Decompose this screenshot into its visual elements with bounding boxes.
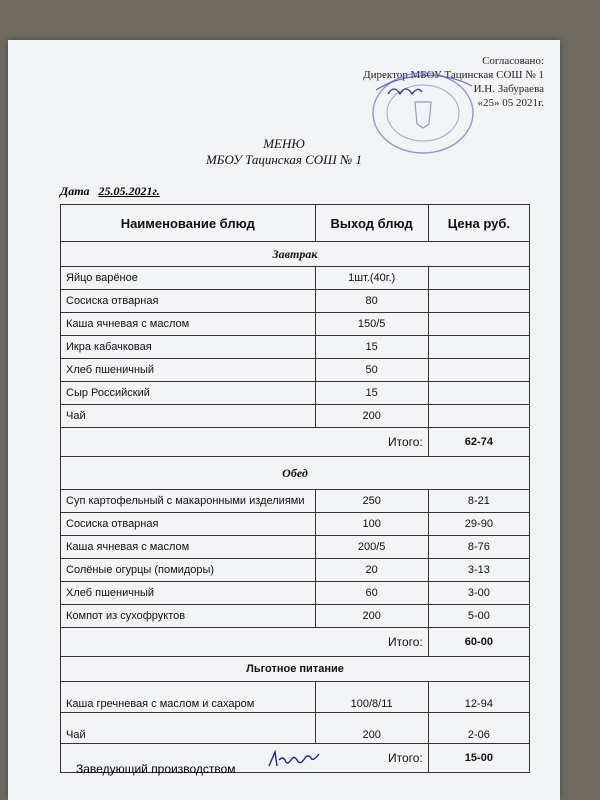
dish-name: Суп картофельный с макаронными изделиями: [61, 490, 316, 513]
dish-output: 60: [315, 582, 428, 605]
date-value: 25.05.2021г.: [98, 184, 160, 198]
table-row: [61, 582, 530, 605]
footer-label: Заведующий производством: [76, 762, 236, 776]
handwritten-signature: [265, 748, 345, 770]
signature-line: [247, 758, 357, 773]
breakfast-total-value: 62-74: [428, 428, 529, 457]
table-row: [61, 605, 530, 628]
dish-output: 200: [315, 605, 428, 628]
header-output: Выход блюд: [315, 205, 428, 242]
table-row: [61, 405, 530, 428]
dish-name: Сыр Российский: [61, 382, 316, 405]
dish-price: 8-21: [428, 490, 529, 513]
dish-output: 80: [315, 290, 428, 313]
dish-price: [428, 267, 529, 290]
dish-price: 12-94: [428, 682, 529, 713]
dish-price: 5-00: [428, 605, 529, 628]
dish-price: [428, 405, 529, 428]
dish-output: 1шт.(40г.): [315, 267, 428, 290]
table-row: [61, 290, 530, 313]
table-row: [61, 313, 530, 336]
dish-name: Икра кабачковая: [61, 336, 316, 359]
dish-name: Солёные огурцы (помидоры): [61, 559, 316, 582]
dish-name: Хлеб пшеничный: [61, 582, 316, 605]
dish-price: 3-00: [428, 582, 529, 605]
benefit-rows: [61, 682, 530, 744]
lunch-total-row: [61, 628, 530, 657]
dish-name: Чай: [61, 713, 316, 744]
approval-name: И.Н. Забураева: [473, 83, 544, 95]
dish-name: Каша ячневая с маслом: [61, 536, 316, 559]
table-row: [61, 359, 530, 382]
dish-output: 100/8/11: [315, 682, 428, 713]
lunch-total-label: Итого:: [61, 628, 429, 657]
dish-output: 15: [315, 382, 428, 405]
dish-price: [428, 382, 529, 405]
dish-price: [428, 290, 529, 313]
dish-price: [428, 336, 529, 359]
dish-name: Каша ячневая с маслом: [61, 313, 316, 336]
lunch-rows: [61, 490, 530, 628]
breakfast-total-label: Итого:: [61, 428, 429, 457]
dish-name: Чай: [61, 405, 316, 428]
dish-output: 50: [315, 359, 428, 382]
dish-output: 150/5: [315, 313, 428, 336]
dish-price: [428, 313, 529, 336]
approval-heading: Согласовано:: [482, 55, 544, 67]
dish-name: Яйцо варёное: [61, 267, 316, 290]
breakfast-rows: [61, 267, 530, 428]
dish-price: 8-76: [428, 536, 529, 559]
dish-name: Сосиска отварная: [61, 290, 316, 313]
dish-price: 2-06: [428, 713, 529, 744]
dish-output: 200/5: [315, 536, 428, 559]
dish-name: Хлеб пшеничный: [61, 359, 316, 382]
table-row: [61, 267, 530, 290]
header-price: Цена руб.: [428, 205, 529, 242]
dish-output: 100: [315, 513, 428, 536]
dish-output: 250: [315, 490, 428, 513]
section-benefit: Льготное питание: [61, 657, 530, 682]
menu-date: [60, 184, 160, 199]
dish-output: 200: [315, 405, 428, 428]
dish-output: 200: [315, 713, 428, 744]
benefit-total-label: Итого:: [61, 744, 429, 773]
table-row: [61, 713, 530, 744]
dish-output: 15: [315, 336, 428, 359]
lunch-total-value: 60-00: [428, 628, 529, 657]
date-label: Дата: [60, 184, 90, 198]
table-row: [61, 490, 530, 513]
menu-table: [60, 204, 530, 773]
approval-director: Директор МБОУ Тацинская СОШ № 1: [363, 69, 544, 81]
benefit-total-value: 15-00: [428, 744, 529, 773]
dish-name: Компот из сухофруктов: [61, 605, 316, 628]
menu-title: МЕНЮ: [263, 136, 305, 151]
document-page: [8, 40, 560, 800]
section-breakfast: Завтрак: [61, 242, 530, 267]
table-header-row: [61, 205, 530, 242]
dish-name: Сосиска отварная: [61, 513, 316, 536]
footer-signature: [76, 758, 357, 776]
table-row: [61, 336, 530, 359]
header-dish: Наименование блюд: [61, 205, 316, 242]
school-name: МБОУ Тацинская СОШ № 1: [205, 152, 363, 167]
dish-output: 20: [315, 559, 428, 582]
table-row: [61, 682, 530, 713]
section-lunch: Обед: [61, 457, 530, 490]
dish-name: Каша гречневая с маслом и сахаром: [61, 682, 316, 713]
dish-price: 29-90: [428, 513, 529, 536]
table-row: [61, 382, 530, 405]
table-row: [61, 513, 530, 536]
table-row: [61, 536, 530, 559]
breakfast-total-row: [61, 428, 530, 457]
dish-price: [428, 359, 529, 382]
dish-price: 3-13: [428, 559, 529, 582]
approval-date: «25» 05 2021г.: [477, 97, 544, 109]
table-row: [61, 559, 530, 582]
